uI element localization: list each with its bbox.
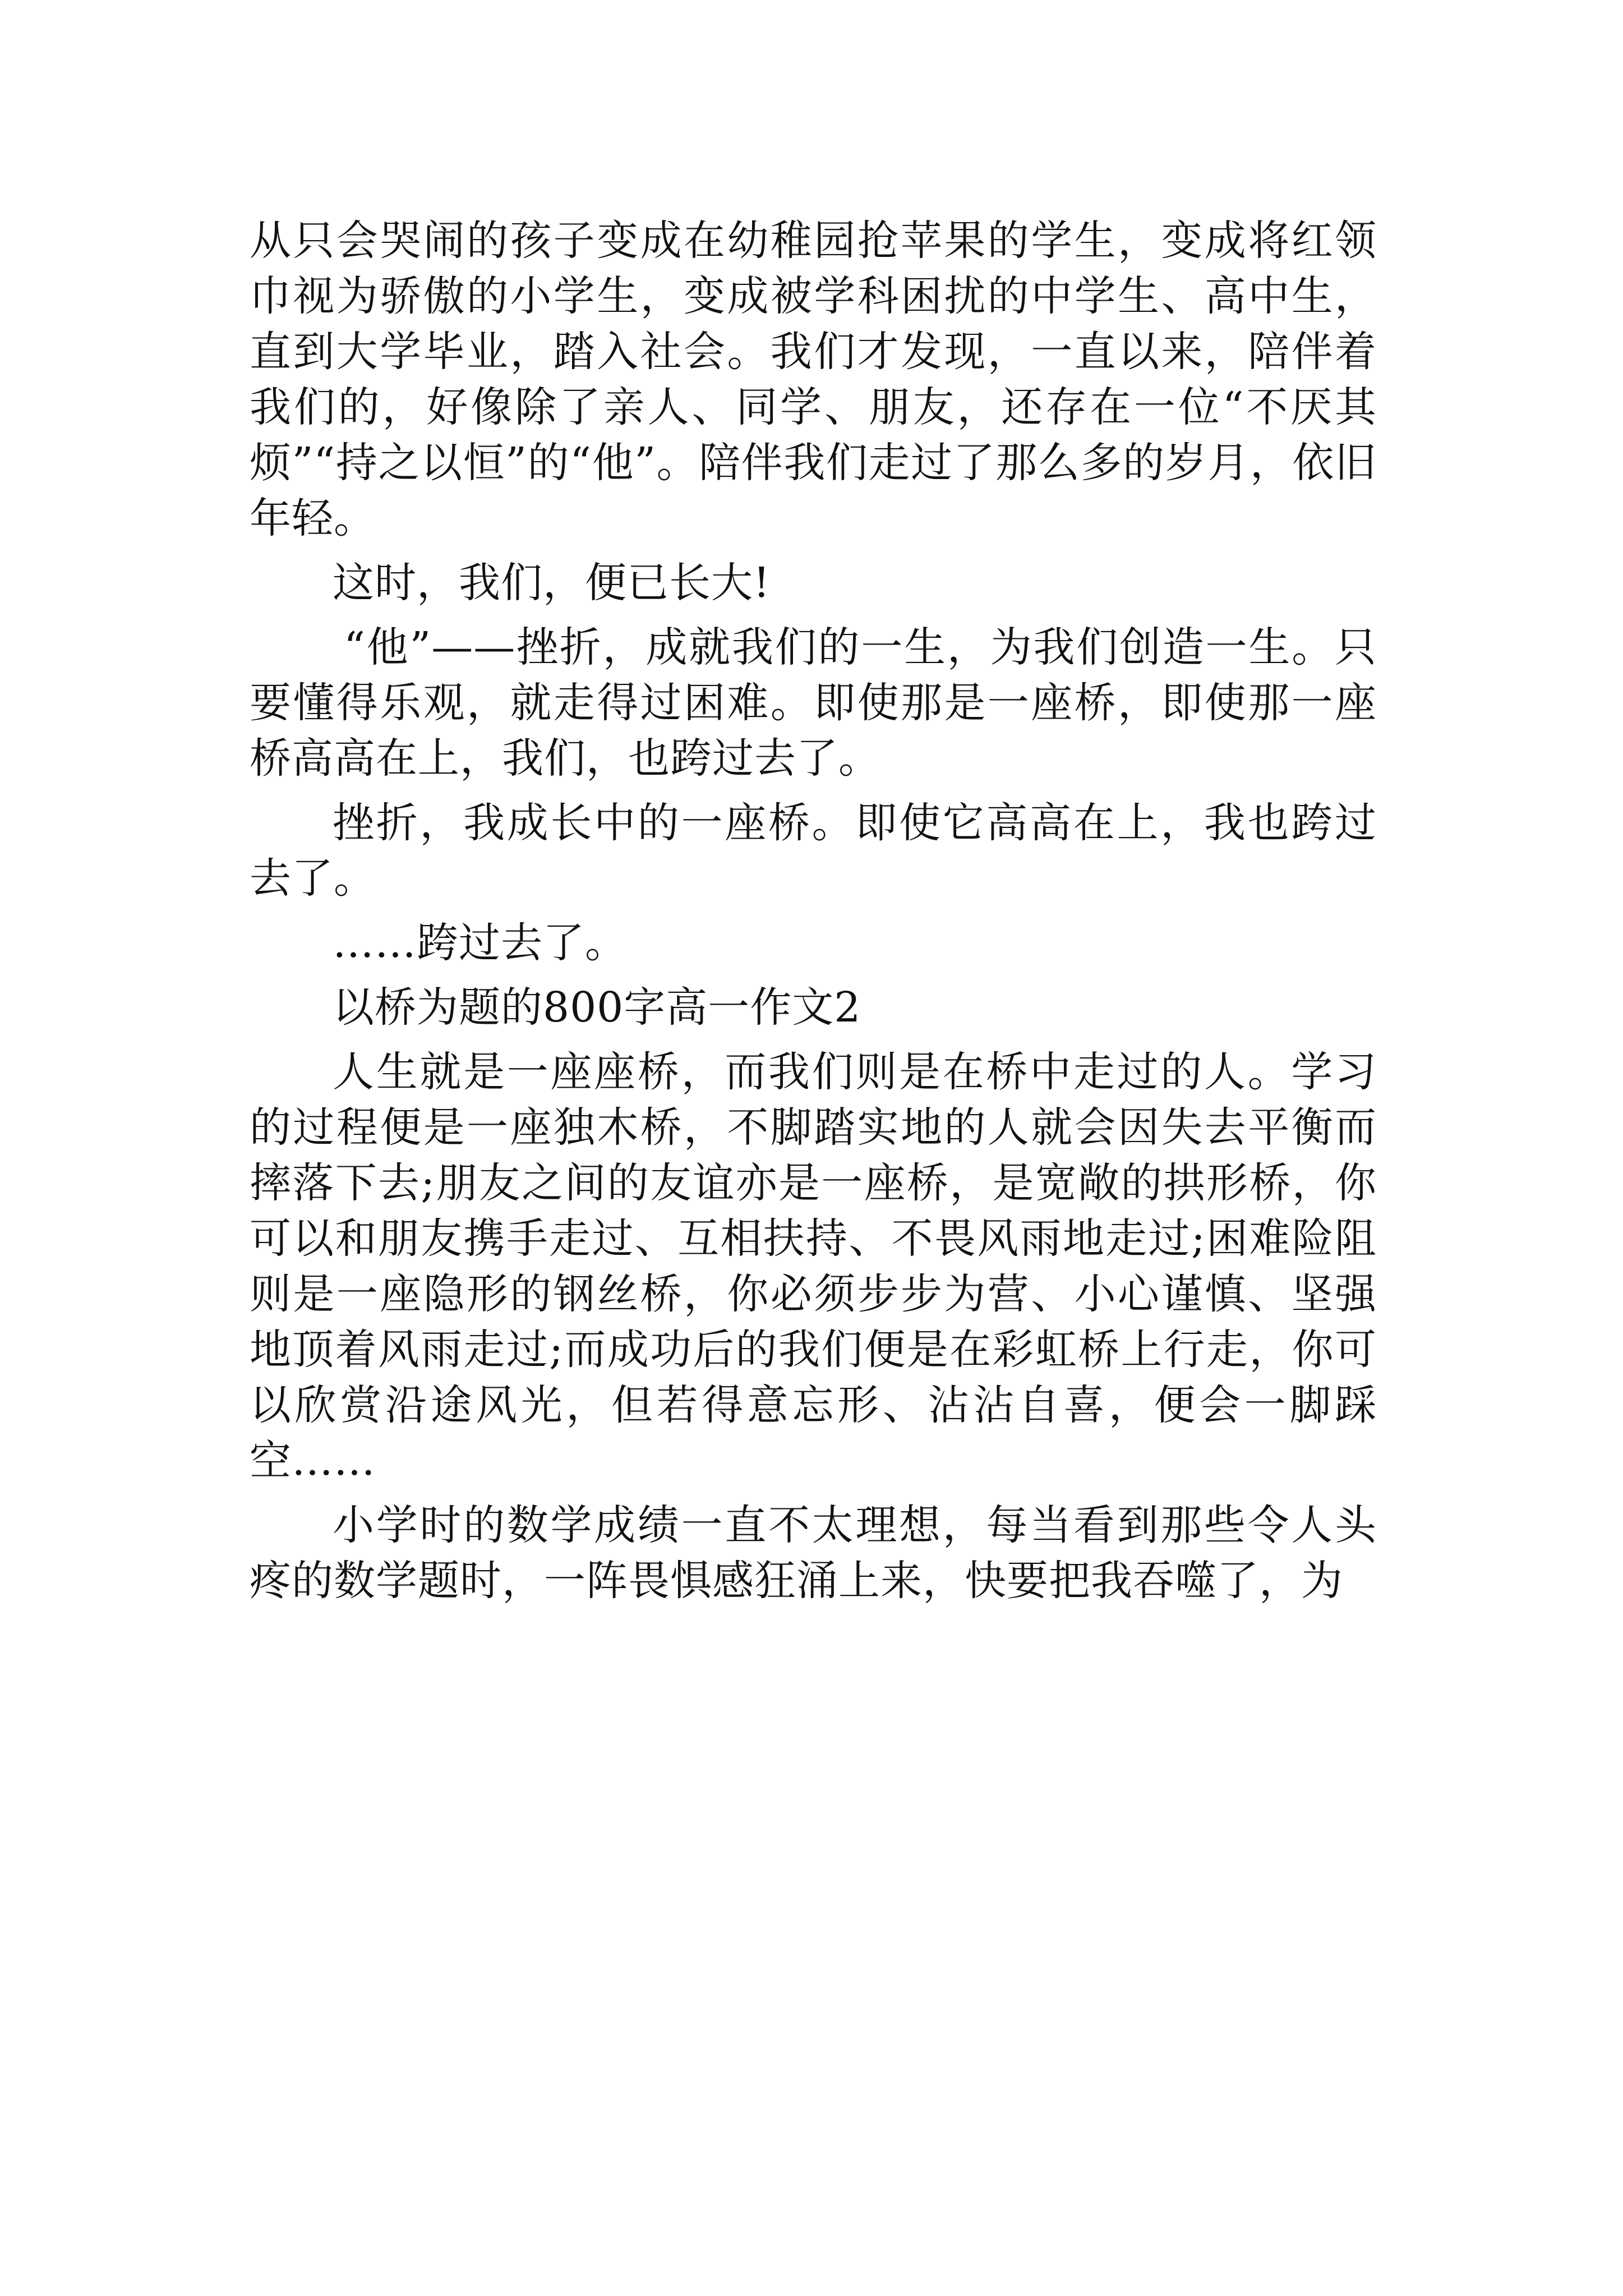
paragraph-math-struggle: 小学时的数学成绩一直不太理想，每当看到那些令人头疼的数学题时，一阵畏惧感狂涌上来，快要把我吞噬了，为: [250, 1501, 1377, 1605]
paragraph-bridge-of-growth: 挫折，我成长中的一座桥。即使它高高在上，我也跨过去了。: [250, 799, 1377, 903]
paragraph-setback: “他”——挫折，成就我们的一生，为我们创造一生。只要懂得乐观，就走得过困难。即使那是一座桥，即使那一座桥高高在上，我们，也跨过去了。: [250, 623, 1377, 783]
essay-title-2: 以桥为题的800字高一作文2: [333, 983, 861, 1032]
paragraph-growing-up: 从只会哭闹的孩子变成在幼稚园抢苹果的学生，变成将红领巾视为骄傲的小学生，变成被学科困扰的中学生、高中生，直到大学毕业，踏入社会。我们才发现，一直以来，陪伴着我们的，好像除了亲人、同学、朋友，还存在一位“不厌其烦”“持之以恒”的“他”。陪伴我们走过了那么多的岁月，依旧年轻。: [250, 217, 1377, 542]
paragraph-life-is-bridges: 人生就是一座座桥，而我们则是在桥中走过的人。学习的过程便是一座独木桥，不脚踏实地的人就会因失去平衡而摔落下去;朋友之间的友谊亦是一座桥，是宽敞的拱形桥，你可以和朋友携手走过、互相扶持、不畏风雨地走过;困难险阻则是一座隐形的钢丝桥，你必须步步为营、小心谨慎、坚强地顶着风雨走过;而成功后的我们便是在彩虹桥上行走，你可以欣赏沿途风光，但若得意忘形、沾沾自喜，便会一脚踩空……: [250, 1048, 1377, 1485]
paragraph-grown-up: 这时，我们，便已长大!: [333, 559, 771, 607]
essay-body: [250, 213, 1377, 1609]
paragraph-crossed-over: ……跨过去了。: [333, 919, 627, 967]
